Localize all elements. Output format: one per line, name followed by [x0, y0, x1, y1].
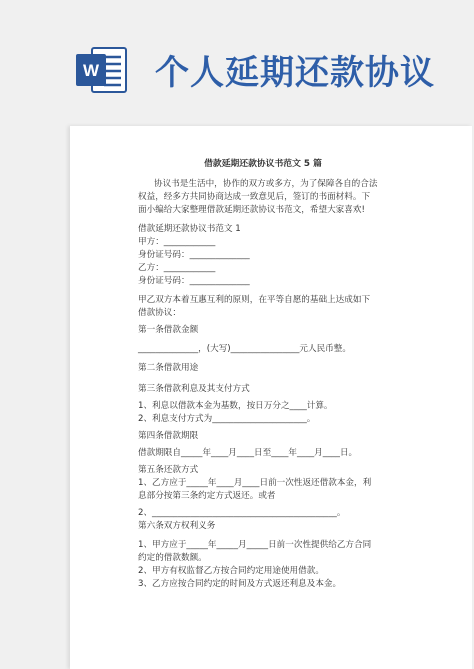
article-3-heading: 第三条借款利息及其支付方式 — [138, 384, 250, 394]
intro-paragraph: 协议书是生活中，协作的双方或多方，为了保障各自的合法权益，经多方共同协商达成一致意见后，签订的书面材料。下面小编给大家整理借款延期还款协议书范文，希望大家喜欢! — [138, 179, 378, 215]
article-4-heading: 第四条借款期限 — [138, 431, 199, 441]
preamble-paragraph: 甲乙双方本着互惠互利的原则，在平等自愿的基础上达成如下借款协议： — [138, 295, 371, 318]
document-body — [138, 158, 378, 591]
article-1-amount-line: ______________，(大写)________________元人民币整。 — [138, 344, 351, 354]
party-b-field: 乙方：____________ — [138, 263, 216, 273]
party-a-field: 甲方：____________ — [138, 237, 216, 247]
article-2-heading: 第二条借款用途 — [138, 363, 199, 373]
banner — [0, 0, 474, 128]
document-title: 借款延期还款协议书范文 5 篇 — [204, 159, 322, 169]
article-3-item-2: 2、利息支付方式为______________________。 — [138, 414, 316, 424]
article-6-heading: 第六条双方权利义务 — [138, 521, 216, 531]
article-6-item-1: 1、甲方应于_____年_____月_____日前一次性提供给乙方合同约定的借款数额。 — [138, 540, 372, 563]
banner-title: 个人延期还款协议 — [155, 53, 435, 93]
article-5-heading: 第五条还款方式 — [138, 465, 199, 475]
word-icon-letter: W — [82, 61, 100, 80]
word-document-icon — [74, 42, 130, 98]
sample-heading: 借款延期还款协议书范文 1 — [138, 224, 241, 234]
article-6-item-3: 3、乙方应按合同约定的时间及方式返还利息及本金。 — [138, 579, 342, 589]
party-a-id-field: 身份证号码：______________ — [138, 250, 250, 260]
article-5-item-1: 1、乙方应于_____年____月____日前一次性返还借款本金，利息部分按第三条约定方式返还。或者 — [138, 478, 372, 501]
article-5-item-2: 2、___________________________________________。 — [138, 508, 346, 518]
article-3-item-1: 1、利息以借款本金为基数，按日万分之____计算。 — [138, 401, 333, 411]
article-6-item-2: 2、甲方有权监督乙方按合同约定用途使用借款。 — [138, 566, 324, 576]
article-4-term-line: 借款期限自_____年____月____日至____年____月____日。 — [138, 448, 358, 458]
party-b-id-field: 身份证号码：______________ — [138, 276, 250, 286]
article-1-heading: 第一条借款金额 — [138, 325, 199, 335]
